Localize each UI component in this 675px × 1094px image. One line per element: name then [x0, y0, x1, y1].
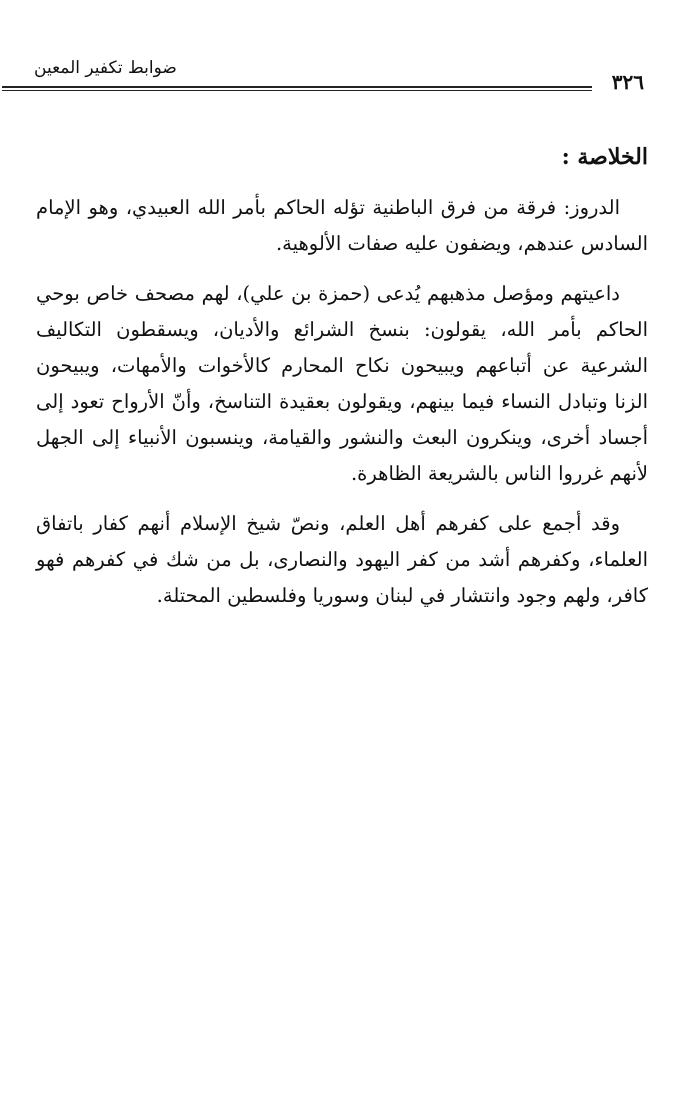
section-heading: الخلاصة : [561, 144, 648, 170]
paragraph-scholarly-ruling: وقد أجمع على كفرهم أهل العلم، ونصّ شيخ الإسلام أنهم كفار باتفاق العلماء، وكفرهم أشد من كفر اليهود والنصارى، بل من شك في كفرهم فهو كافر، ولهم وجود وانتشار في لبنان وسوريا وفلسطين المحتلة. [36, 512, 648, 607]
header-rule [2, 86, 592, 91]
book-title: ضوابط تكفير المعين [34, 58, 177, 78]
paragraph-druze-definition: الدروز: فرقة من فرق الباطنية تؤله الحاكم بأمر الله العبيدي، وهو الإمام السادس عندهم، ويضفون عليه صفات الألوهية. [36, 196, 648, 255]
page-content [36, 140, 648, 628]
paragraph-druze-beliefs: داعيتهم ومؤصل مذهبهم يُدعى (حمزة بن علي)، لهم مصحف خاص بوحي الحاكم بأمر الله، يقولون: بنسخ الشرائع والأديان، ويسقطون التكاليف الشرعية عن أتباعهم ويبيحون نكاح المحارم كالأخوات والأمهات، ويبيحون الزنا وتبادل النساء فيما بينهم، ويقولون بعقيدة التناسخ، وأنّ الأرواح تعود إلى أجساد أخرى، وينكرون البعث والنشور والقيامة، وينسبون الأنبياء إلى الجهل لأنهم غرروا الناس بالشريعة الظاهرة. [36, 282, 648, 485]
page-number: ٣٢٦ [611, 70, 644, 94]
